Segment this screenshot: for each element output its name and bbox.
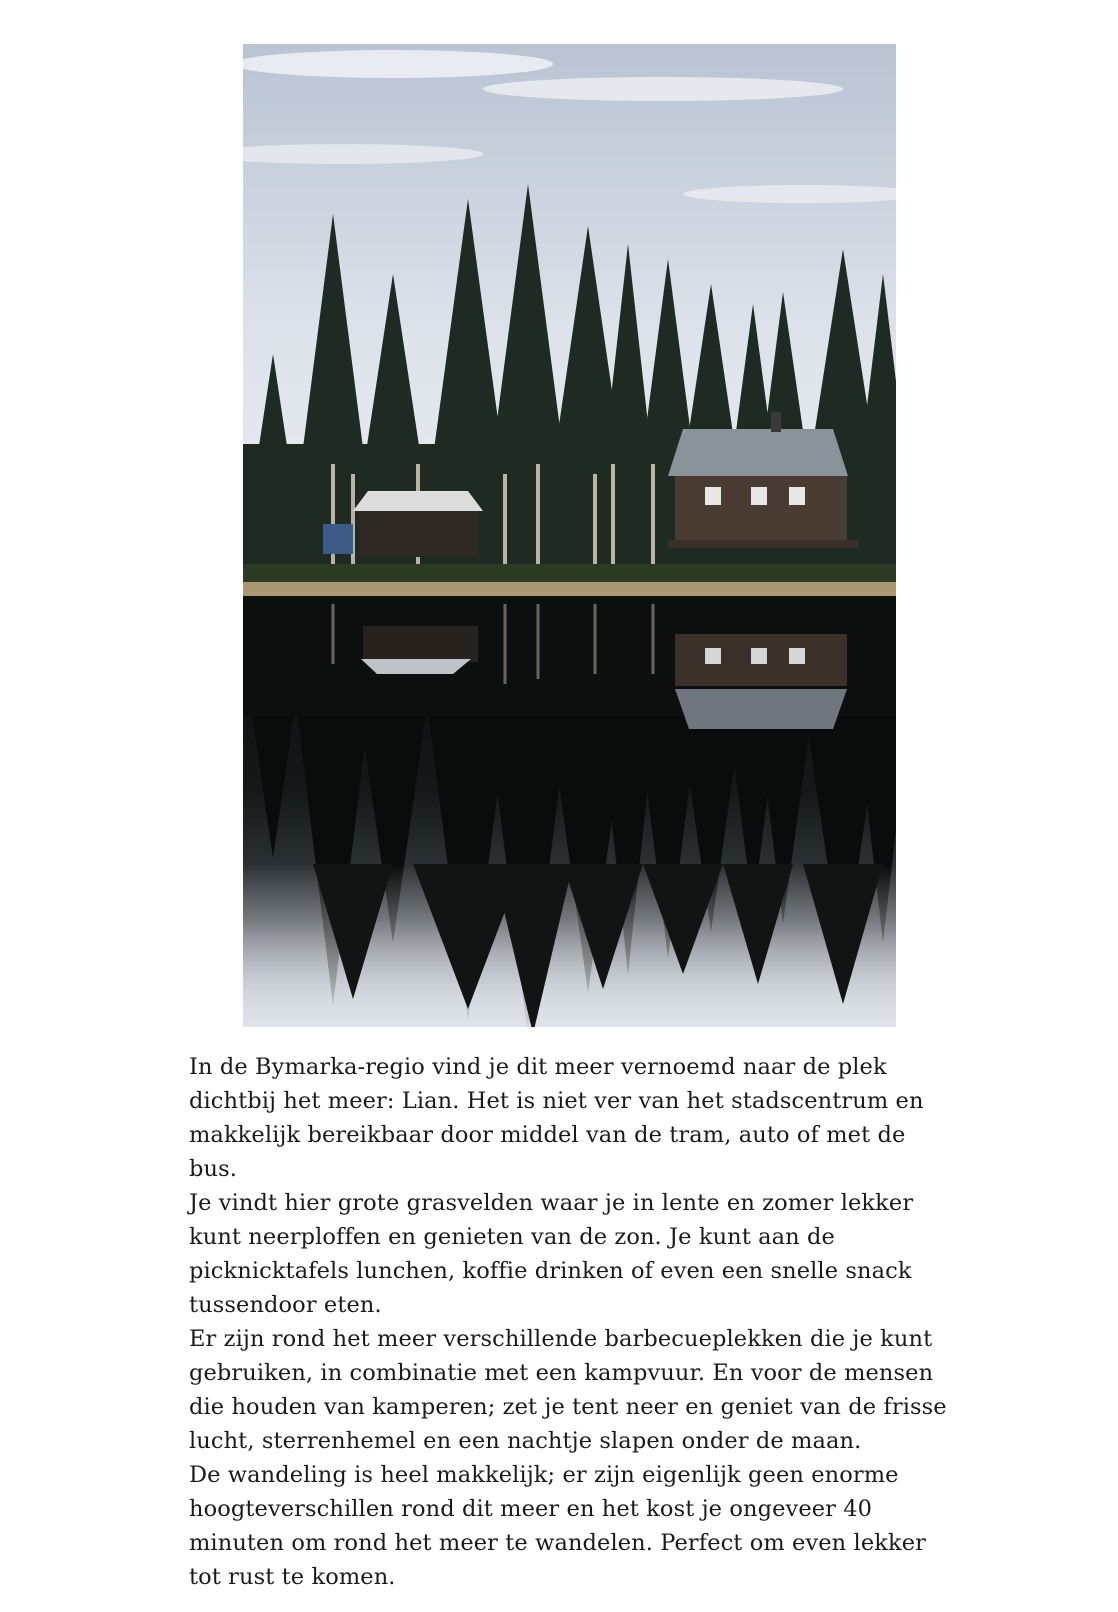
paragraph-walk: De wandeling is heel makkelijk; er zijn eigenlijk geen enorme hoogteverschillen rond dit meer en het kost je ongeveer 40 minuten om rond het meer te wandelen. Perfect om even lekker tot rust te komen. [189, 1462, 926, 1590]
paragraph-intro: In de Bymarka-regio vind je dit meer vernoemd naar de plek dichtbij het meer: Lian. Het is niet ver van het stadscentrum en makkelijk bereikbaar door middel van de tram, auto of met de bus. [189, 1054, 924, 1182]
paragraph-grass-fields: Je vindt hier grote grasvelden waar je in lente en zomer lekker kunt neerploffen en genieten van de zon. Je kunt aan de picknicktafels lunchen, koffie drinken of even een snelle snack tussendoor eten. [189, 1190, 914, 1318]
article-body [189, 1050, 949, 1594]
lake-cabin-photo [243, 44, 896, 1027]
paragraph-barbecue-camping: Er zijn rond het meer verschillende barbecueplekken die je kunt gebruiken, in combinatie met een kampvuur. En voor de mensen die houden van kamperen; zet je tent neer en geniet van de frisse lucht, sterrenhemel en een nachtje slapen onder de maan. [189, 1326, 947, 1454]
photo-illustration [243, 44, 896, 1027]
